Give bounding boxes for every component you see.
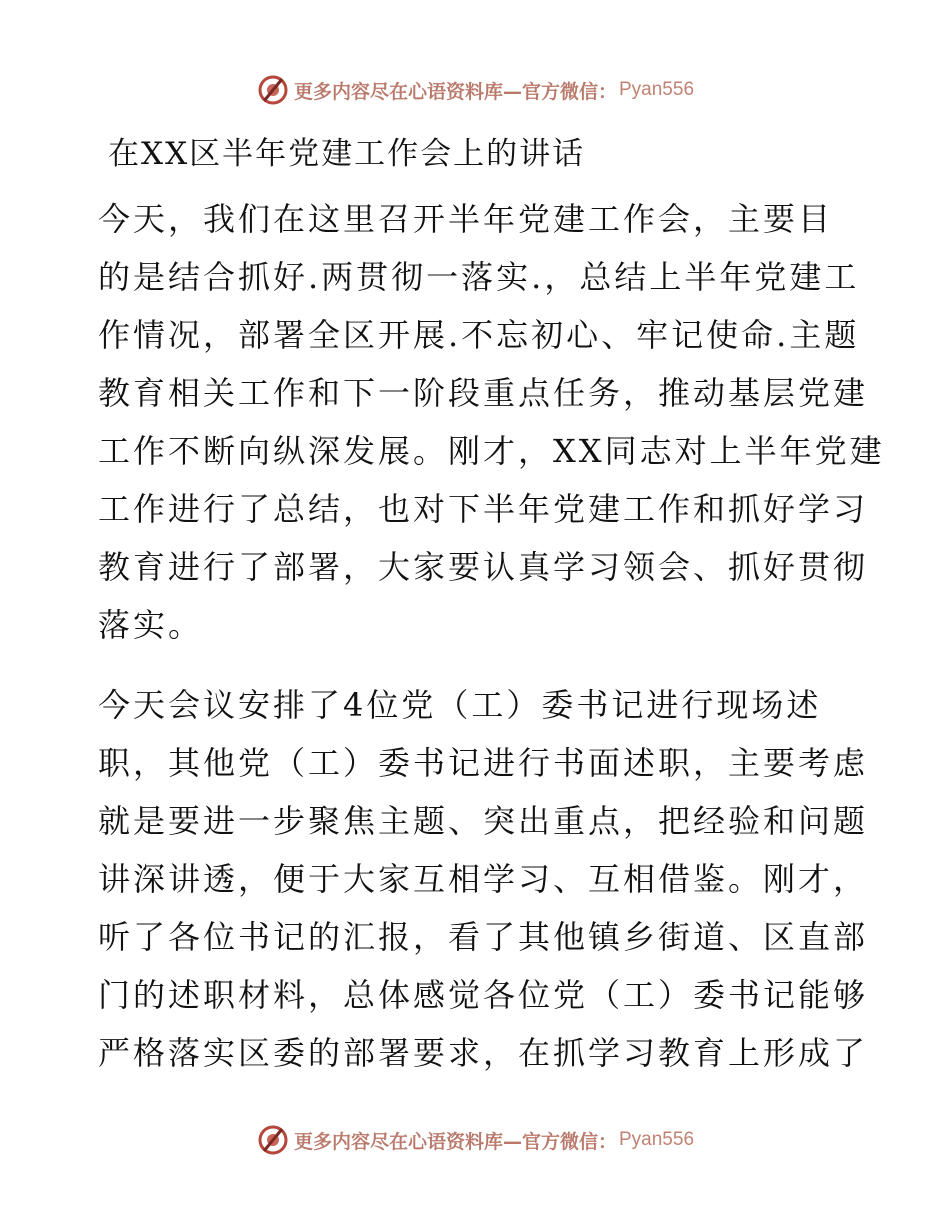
watermark-text: 更多内容尽在心语资料库—官方微信： — [293, 1130, 617, 1153]
watermark-banner-bottom — [0, 1120, 950, 1160]
text-line: 的是结合抓好.两贯彻一落实.，总结上半年党建工 — [98, 258, 860, 296]
logo-icon — [256, 73, 290, 107]
document-title: 在XX区半年党建工作会上的讲话 — [108, 136, 586, 172]
text-line: 今天，我们在这里召开半年党建工作会，主要目 — [98, 200, 834, 238]
text-line: 职，其他党（工）委书记进行书面述职，主要考虑 — [98, 744, 869, 782]
paragraph-1 — [98, 190, 885, 654]
text-line: 严格落实区委的部署要求，在抓学习教育上形成了 — [98, 1034, 869, 1072]
paragraph-2 — [98, 676, 869, 1082]
logo-icon — [256, 1123, 290, 1157]
text-line: 作情况，部署全区开展.不忘初心、牢记使命.主题 — [98, 316, 860, 354]
text-line: 落实。 — [98, 606, 204, 644]
text-line: 讲深讲透，便于大家互相学习、互相借鉴。刚才， — [98, 860, 869, 898]
text-line: 教育进行了部署，大家要认真学习领会、抓好贯彻 — [98, 548, 869, 586]
watermark-text: 更多内容尽在心语资料库—官方微信： — [293, 80, 617, 103]
text-line: 就是要进一步聚焦主题、突出重点，把经验和问题 — [98, 802, 869, 840]
watermark-handle: Pyan556 — [619, 79, 695, 100]
text-line: 今天会议安排了4位党（工）委书记进行现场述 — [98, 686, 822, 724]
text-line: 工作进行了总结，也对下半年党建工作和抓好学习 — [98, 490, 869, 528]
text-line: 教育相关工作和下一阶段重点任务，推动基层党建 — [98, 374, 869, 412]
text-line: 听了各位书记的汇报，看了其他镇乡街道、区直部 — [98, 918, 869, 956]
text-line: 工作不断向纵深发展。刚才，XX同志对上半年党建 — [98, 432, 885, 470]
watermark-banner-top — [0, 70, 950, 110]
watermark-handle: Pyan556 — [619, 1129, 695, 1150]
text-line: 门的述职材料，总体感觉各位党（工）委书记能够 — [98, 976, 869, 1014]
